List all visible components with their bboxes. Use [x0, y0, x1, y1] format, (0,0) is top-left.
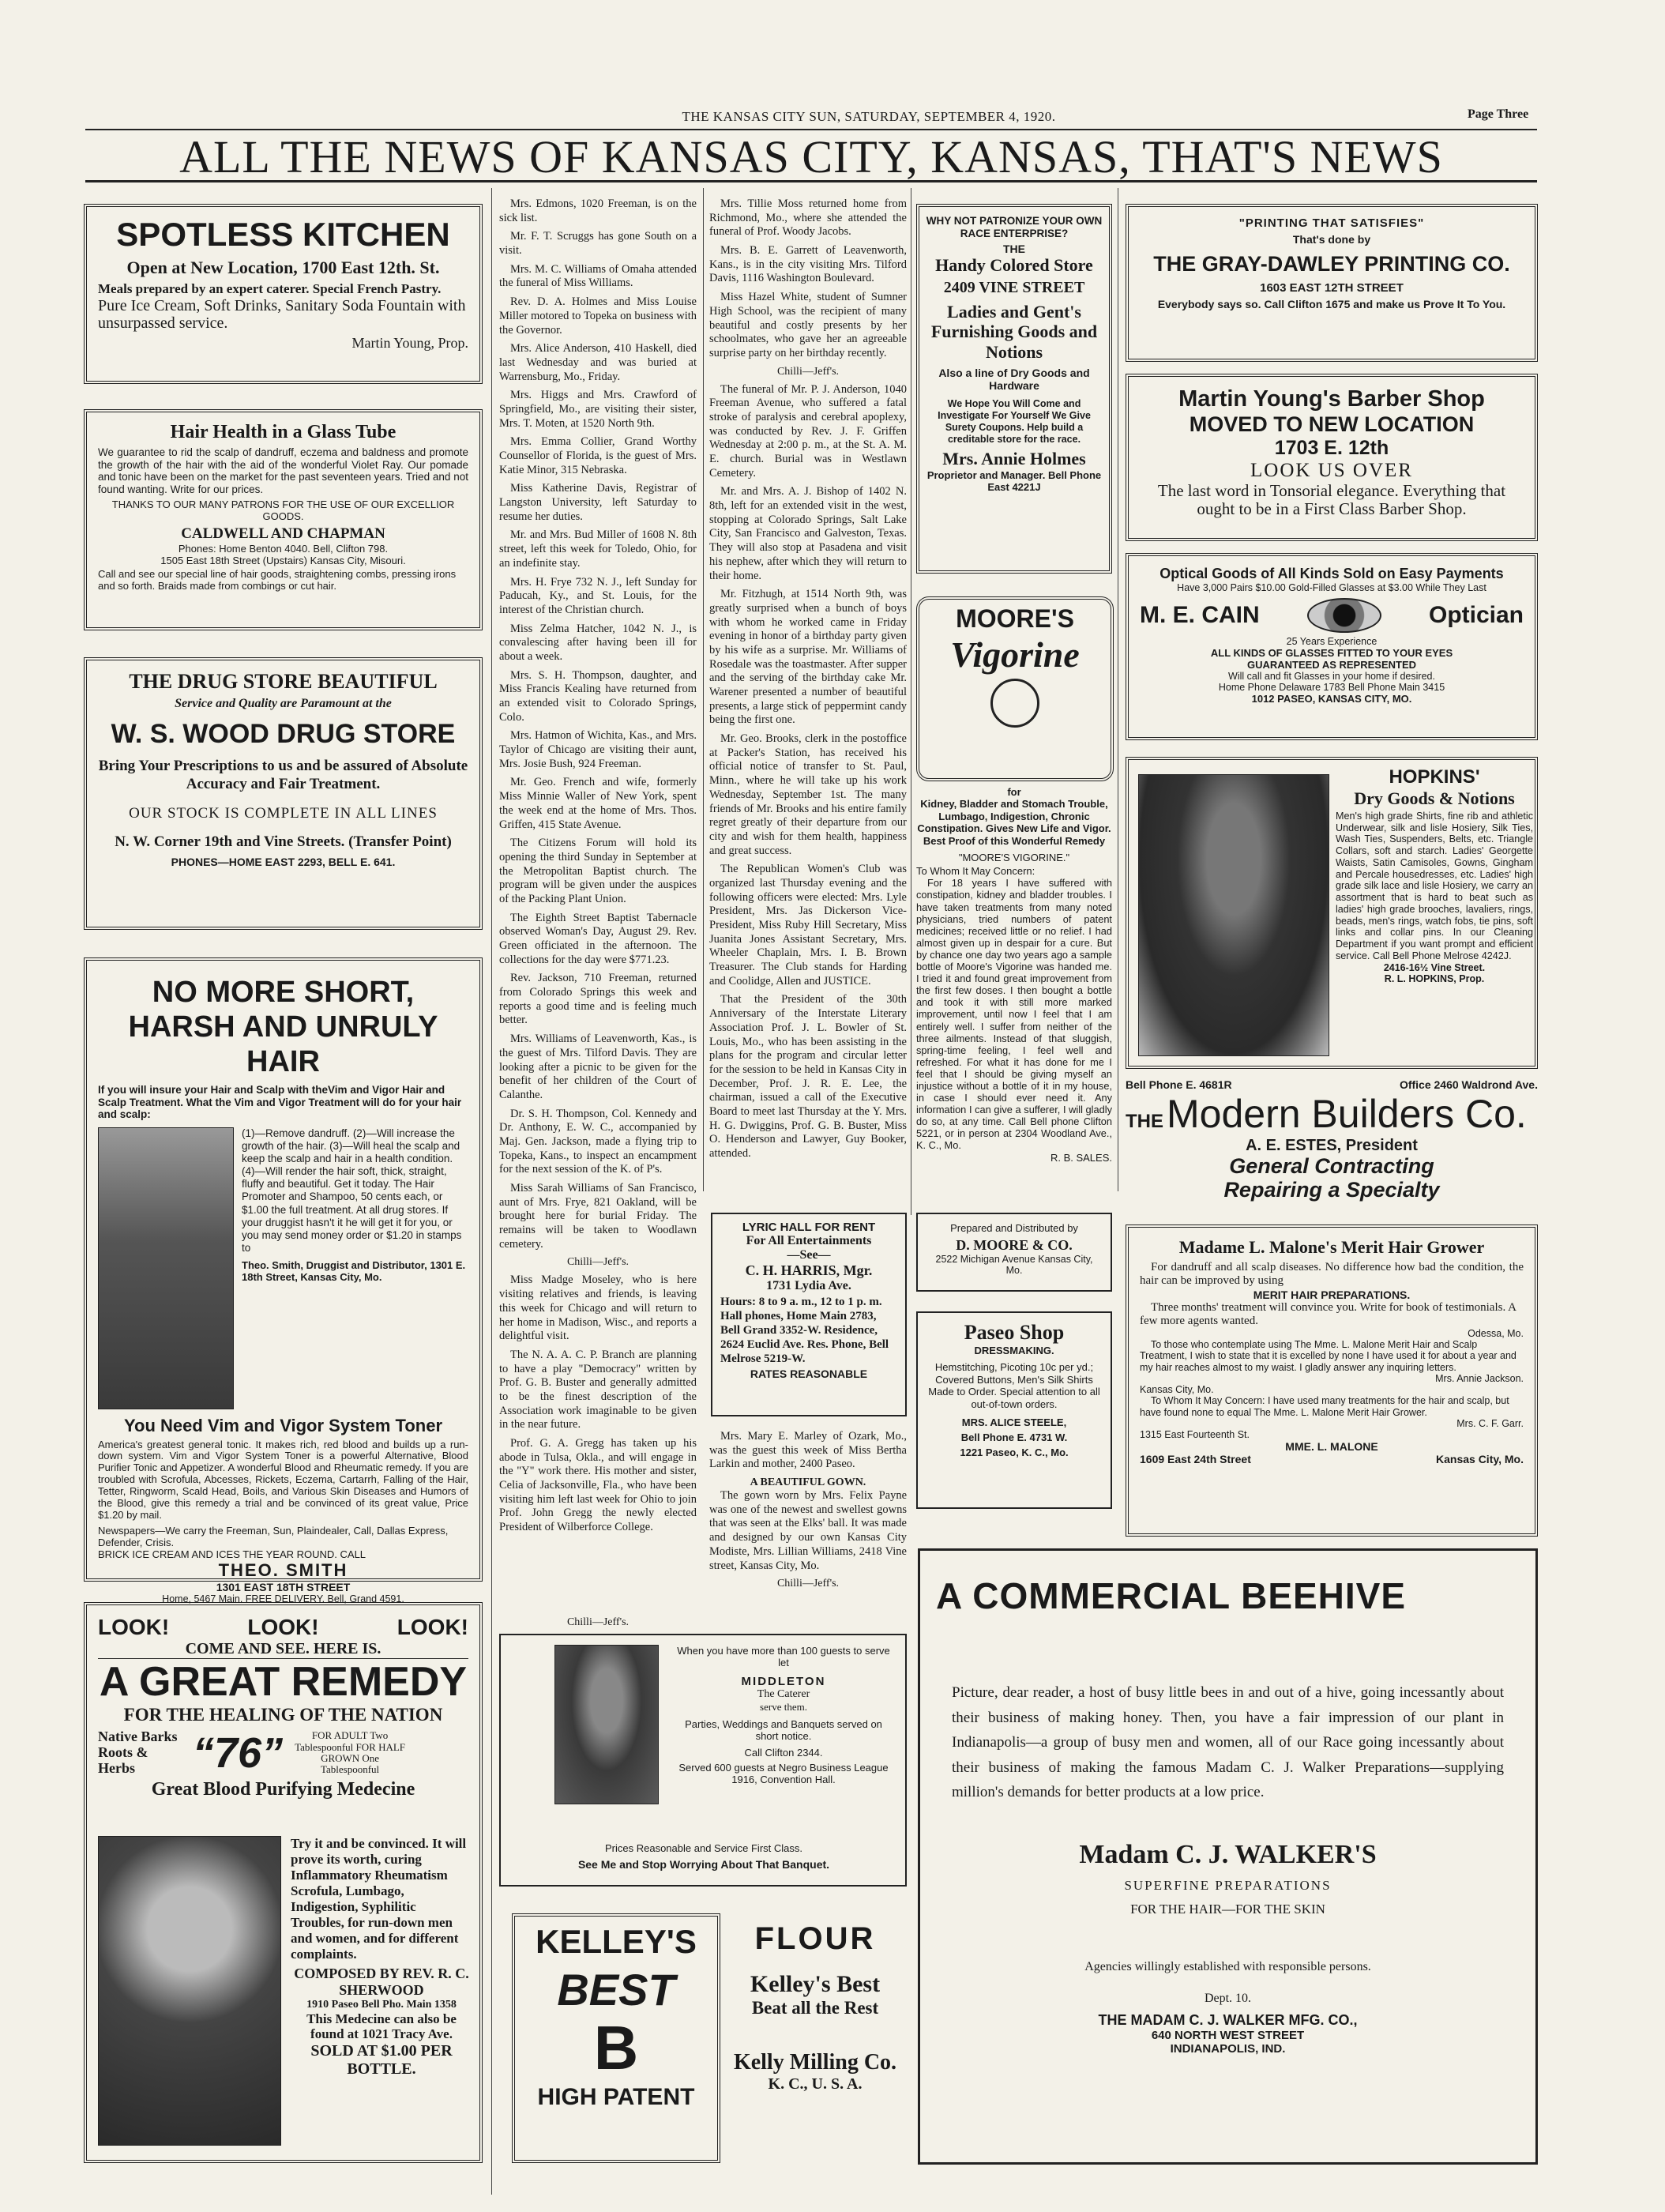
news-item: Mrs. Alice Anderson, 410 Haskell, died last Wednesday and was buried at Warrensburg, Mo., Friday. [499, 342, 697, 383]
ad-body: Hemstitching, Picoting 10c per yd.; Covered Buttons, Men's Silk Shirts Made to Order. Special attention to all out-of-town orders. [928, 1361, 1100, 1410]
ad-addr: 2416-16½ Vine Street. [1383, 961, 1486, 973]
running-head: THE KANSAS CITY SUN, SATURDAY, SEPTEMBER 4, 1920. [682, 109, 1056, 124]
ad-sub: Service and Quality are Paramount at the [175, 697, 392, 710]
hopkins-text [1336, 766, 1533, 984]
ad-line: N. W. Corner 19th and Vine Streets. (Transfer Point) [115, 833, 452, 850]
ad-name: Handy Colored Store [935, 255, 1093, 276]
middleton-portrait [554, 1645, 659, 1804]
ad-see: —See— [787, 1248, 831, 1262]
ad-phone: Bell Phone E. 4681R [1126, 1078, 1232, 1091]
news-column-3 [709, 198, 907, 1201]
item-separator: Chilli—Jeff's. [776, 1578, 840, 1590]
news-item: Prof. G. A. Gregg has taken up his abode in Tulsa, Okla., and will engage in the "Y" work there. His mother and sister, Celia of Jacksonville, Fla., who have been visiting him left last week for Ohio to join Prof. John Gregg the newly elected President of Wilberforce College. [499, 1437, 697, 1534]
news-item: Mr. and Mrs. Bud Miller of 1608 N. 8th street, left this week for Toledo, Ohio, for an indefinite stay. [499, 529, 697, 570]
news-item: Rev. Jackson, 710 Freeman, returned from Colorado Springs this week and reports a good time and is feeling much better. [499, 972, 697, 1027]
look: LOOK! [247, 1615, 319, 1639]
kelley-high-patent: HIGH PATENT [537, 2084, 695, 2110]
ad-name: Madam C. J. WALKER'S [1079, 1839, 1377, 1869]
ad-line: For All Entertainments [746, 1234, 872, 1247]
ad-for: for [1007, 786, 1021, 798]
ad-paseo-shop [916, 1311, 1112, 1509]
ad-kelley-flour [499, 1894, 907, 2161]
remedy-text [291, 1836, 472, 2078]
ad-line: Will call and fit Glasses in your home if desired. [1228, 671, 1435, 682]
ad-line: Bring Your Prescriptions to us and be assured of Absolute Accuracy and Fair Treatment. [98, 758, 468, 792]
kelley-logo [512, 1913, 720, 2163]
ad-addr2: 1315 East Fourteenth St. [1140, 1428, 1250, 1440]
kelley-text [728, 1921, 902, 2094]
ad-barber-shop [1126, 374, 1538, 541]
ad-addr: 2522 Michigan Avenue Kansas City, Mo. [935, 1254, 1093, 1276]
ad-body: Men's high grade Shirts, fine rib and athletic Underwear, silk and lisle Hosiery, Silk Ties, Wash Ties, Suspenders, Belts, etc. Triangle Collars, soft and starch. Ladies' Georgette Waists, Satin Camisoles, Gowns, Gingham and Percale housedresses, etc. Ladies' high grade silk lace and lisle Hosiery, we carry an assortment that is hard to beat such as ladies' high grade brooches, lavaliers, rings, beads, men's rings, watch fobs, tie pins, soft links and collar pins. In our Cleaning Department if you want prompt and efficient service. Call Bell Phone Melrose 4242J. [1336, 811, 1533, 961]
ad-moore-dist [916, 1213, 1112, 1292]
ad-name: MRS. ALICE STEELE, [961, 1416, 1067, 1429]
eye-icon [1307, 598, 1381, 633]
ad-thanks: THANKS TO OUR MANY PATRONS FOR THE USE OF OUR EXCELLIOR GOODS. [111, 498, 455, 523]
ad-the: THE [1126, 1111, 1163, 1132]
ad-name: C. H. HARRIS, Mgr. [745, 1262, 873, 1278]
news-item: Mr. Geo. Brooks, clerk in the postoffice at Packer's Station, has received his official notice of transfer to St. Paul, Minn., where he will take up his work Wednesday, September 1st. The many friends of Mr. Brooks and his entire family regret greatly of their departure from our city and wish for them health, happiness and great success. [709, 732, 907, 857]
ad-title: Paseo Shop [964, 1321, 1065, 1344]
ad-price: SOLD AT $1.00 PER BOTTLE. [310, 2041, 453, 2078]
ad-q: "PRINTING THAT SATISFIES" [1238, 216, 1425, 230]
news-heading: A BEAUTIFUL GOWN. [750, 1477, 866, 1489]
ad-store: W. S. WOOD DRUG STORE [111, 719, 456, 749]
ad-toner-body: America's greatest general tonic. It makes rich, red blood and builds up a run-down system. Vim and Vigor System Toner is a powerful Alternative, Blood Purifier Tonic and Appetizer. A wonderful Blood and Rheumatic remedy. If you are troubled with Scrofula, Abcesses, Rickets, Eczema, Cartarrh, Falling of the Hair, Tetter, Ringworm, Scald Head, Boils, and Various Skin Diseases and Humors of the Blood, give this remedy a trial and be convinced of its great value, Price $1.20 by mail. [98, 1438, 468, 1522]
ad-line: PHONES—HOME EAST 2293, BELL E. 641. [171, 855, 396, 868]
ad-dept: Dept. 10. [1204, 1991, 1252, 2005]
ad-addr: 1603 EAST 12TH STREET [1260, 281, 1404, 295]
news-item: Mr. Fitzhugh, at 1514 North 9th, was greatly surprised when a bunch of boys with whom he worked came in Friday evening in honor of a birthday party given by his wife as a surprise. Mr. Williams of Rosedale was the toastmaster. After supper and the serving of the birthday cake Mr. Warener presented a number of beautiful presents, a large stick of peppermint candy being the first one. [709, 588, 907, 727]
news-item: The Eighth Street Baptist Tabernacle observed Woman's Day, August 29. Rev. Green officiated in the afternoon. The collections for the day were $771.23. [499, 911, 697, 966]
ad-number: “76” [193, 1729, 284, 1777]
kelley-best: BEST [557, 1965, 675, 2014]
ad-agencies: Agencies willingly established with responsible persons. [1084, 1959, 1371, 1973]
ad-title: A GREAT REMEDY [99, 1659, 468, 1705]
ad-distributor: Theo. Smith, Druggist and Distributor, 1301 E. 18th Street, Kansas City, Mo. [242, 1259, 466, 1284]
ad-line: GUARANTEED AS REPRESENTED [1246, 659, 1417, 671]
ad-come: COME AND SEE. HERE IS. [98, 1640, 468, 1659]
ad-body: Try it and be convinced. It will prove its worth, curing Inflammatory Rheumatism Scrofula, Lumbago, Indigestion, Syphilitic Troubles, for run-down men and women, and for different complaints. [291, 1836, 467, 1962]
ad-name: THEO. SMITH [218, 1560, 348, 1581]
news-item: Mr. F. T. Scruggs has gone South on a visit. [499, 230, 697, 258]
middleton-text [673, 1645, 894, 1785]
ad-pres: A. E. ESTES, President [1246, 1137, 1418, 1154]
kelley-b: B [593, 2013, 639, 2082]
ad-phones: Phones: Home Benton 4040. Bell, Clifton 798. [178, 543, 389, 555]
ad-body: The last word in Tonsorial elegance. Everything that ought to be in a First Class Barber Shop. [1157, 481, 1506, 519]
item-separator: Chilli—Jeff's. [566, 1256, 630, 1269]
ad-cain-optician [1126, 553, 1538, 740]
news-column-3b [709, 1430, 907, 1623]
ad-addr: 1703 E. 12th [1274, 437, 1389, 459]
ad-prop: R. L. HOPKINS, Prop. [1384, 972, 1485, 984]
ad-city: INDIANAPOLIS, IND. [1170, 2041, 1286, 2056]
ad-line: Also a line of Dry Goods and Hardware [938, 366, 1090, 392]
column-rule [703, 188, 704, 1191]
ad-title: Madame L. Malone's Merit Hair Grower [1178, 1237, 1485, 1257]
ad-title: NO MORE SHORT, HARSH AND UNRULY HAIR [128, 976, 438, 1078]
ad-line: Pure Ice Cream, Soft Drinks, Sanitary Soda Fountain with unsurpassed service. [98, 297, 466, 332]
ad-title: Hair Health in a Glass Tube [170, 422, 397, 442]
vigorine-emblem [990, 679, 1039, 728]
news-item: Mrs. H. Frye 732 N. J., left Sunday for Paducah, Ky., and St. Louis, for the interest of the Christian church. [499, 575, 697, 616]
hopkins-portrait [1138, 774, 1329, 1056]
cain-row [1140, 598, 1524, 633]
ad-use: Kidney, Bladder and Stomach Trouble, Lumbago, Indigestion, Chronic Constipation. Gives New Life and Vigor. Best Proof of this Wonderful Remedy [917, 798, 1111, 847]
news-item: Miss Katherine Davis, Registrar of Langston University, left Saturday to resume her duties. [499, 482, 697, 523]
ad-hopkins [1126, 757, 1538, 1069]
kelley-kc: K. C., U. S. A. [768, 2075, 863, 2093]
look-row [98, 1615, 468, 1640]
ad-gc: General Contracting [1229, 1154, 1434, 1178]
ad-great-remedy [84, 1602, 483, 2163]
news-item: The gown worn by Mrs. Felix Payne was one of the newest and swellest gowns that was seen at the Elks' ball. It was made and designed by our own Kansas City Modiste, Mrs. Lillian Williams, 2418 Vine street, Kansas City, Mo. [709, 1489, 907, 1572]
banner-text: ALL THE NEWS OF KANSAS CITY, KANSAS, THAT'S NEWS [179, 131, 1443, 182]
ad-title: THE DRUG STORE BEAUTIFUL [129, 670, 438, 693]
ad-sig: R. B. SALES. [1050, 1151, 1112, 1164]
ad-sub: Have 3,000 Pairs $10.00 Gold-Filled Glasses at $3.00 While They Last [1177, 582, 1486, 593]
sherwood-portrait [98, 1836, 281, 2146]
ad-middleton [499, 1634, 907, 1887]
chilli-jeffs: Chilli—Jeff's. [566, 1616, 630, 1628]
ad-madam-walker [918, 1548, 1538, 2165]
ad-addr: 1221 Paseo, K. C., Mo. [960, 1446, 1069, 1459]
kelley-best-text: Kelley's Best [750, 1971, 881, 1997]
ad-served: Served 600 guests at Negro Business League 1916, Convention Hall. [678, 1762, 889, 1785]
ad-testimonial: To Whom It May Concern: I have used many treatments for the hair and scalp, but have found none to equal The Mme. L. Malone Merit Hair Grower. [1140, 1395, 1509, 1418]
ad-title: HOPKINS' [1389, 766, 1480, 788]
ad-toner: You Need Vim and Vigor System Toner [123, 1415, 443, 1435]
ad-composed: COMPOSED BY REV. R. C. SHERWOOD [294, 1966, 469, 1999]
hair-illustration [98, 1127, 234, 1409]
ad-prep: Prepared and Distributed by [950, 1222, 1078, 1234]
news-item: The Citizens Forum will hold its opening the third Sunday in September at the Metropolitan Baptist church. The program will be given under the auspices of the Packing Plant Union. [499, 837, 697, 905]
ad-firm: CALDWELL AND CHAPMAN [181, 525, 385, 543]
column-rule [491, 188, 492, 2195]
builders-phone-row [1126, 1078, 1538, 1091]
ad-prices: Prices Reasonable and Service First Class. [605, 1842, 802, 1854]
ad-name: M. E. CAIN [1140, 602, 1260, 628]
ad-newspapers: Newspapers—We carry the Freeman, Sun, Plaindealer, Call, Dallas Express, Defender, Crisis. [98, 1525, 449, 1549]
ad-call: Call and see our special line of hair goods, straightening combs, pressing irons and so forth. Braids made from combings or cut hair. [98, 568, 457, 592]
ad-addr: 640 NORTH WEST STREET [1151, 2028, 1305, 2042]
page-banner [85, 129, 1537, 182]
ad-to: To Whom It May Concern: [916, 865, 1035, 878]
news-item: The Republican Women's Club was organized last Thursday evening and the following officers were elected: Mrs. Lyle President, Mrs. Jas Dickerson Vice-President, Miss Ruby Hill Secretary, Miss Juanita Jones Assistant Secretary, Mrs. Wheeler Chaplain, Mrs. I. B. Brown Treasurer. The Club stands for Harding and Coolidge, Allen and JUSTICE. [709, 863, 907, 988]
ad-see: See Me and Stop Worrying About That Banquet. [577, 1858, 830, 1871]
news-item: Mrs. B. E. Garrett of Leavenworth, Kans., is in the city visiting Mrs. Tilford Davis, 1116 Washington Boulevard. [709, 244, 907, 285]
ad-address: 1731 Lydia Ave. [766, 1279, 851, 1292]
ad-spotless-kitchen [84, 204, 483, 384]
ad-co: THE MADAM C. J. WALKER MFG. CO., [1098, 2011, 1358, 2028]
ad-body: Picture, dear reader, a host of busy little bees in and out of a hive, going incessantly about their business of making honey. Then, you have a fair impression of our plant in Indianapolis—a group of busy men and women, all of our Race going incessantly about their business of making the famous Madam C. J. Walker Preparations—supplying million's demands for better products at a low price. [952, 1684, 1504, 1801]
ad-phone: Bell Phone E. 4731 W. [960, 1431, 1068, 1444]
ad-line: OUR STOCK IS COMPLETE IN ALL LINES [129, 804, 438, 822]
kelley-mill: Kelly Milling Co. [733, 2050, 897, 2075]
ad-street: 2409 VINE STREET [943, 279, 1085, 297]
vigorine-logo [916, 596, 1114, 781]
ad-modern-builders [1126, 1078, 1538, 1205]
ad-name: MIDDLETON [741, 1675, 826, 1688]
ad-dist: D. MOORE & CO. [956, 1237, 1073, 1253]
look: LOOK! [397, 1615, 468, 1639]
news-item: Miss Sarah Williams of San Francisco, aunt of Mrs. Frye, 821 Oakland, will be brought here for burial Friday. The remains will be taken to Woodlawn cemetery. [499, 1182, 697, 1251]
ad-city: Kansas City, Mo. [1436, 1452, 1524, 1465]
kelley-flour: FLOUR [754, 1921, 876, 1956]
ad-line: Open at New Location, 1700 East 12th. St. [126, 258, 440, 277]
look: LOOK! [98, 1615, 170, 1639]
ad-quote: "MOORE'S VIGORINE." [958, 852, 1070, 864]
ad-addr: 1609 East 24th Street [1140, 1452, 1251, 1465]
ad-hours: Hours: 8 to 9 a. m., 12 to 1 p. m. Hall phones, Home Main 2783, Bell Grand 3352-W. Residence, 2624 Euclid Ave. Res. Phone, Bell Melrose 5219-W. [720, 1296, 889, 1365]
ad-office: Office 2460 Waldrond Ave. [1399, 1078, 1538, 1091]
ad-done: That's done by [1292, 233, 1371, 246]
ad-for: FOR THE HAIR—FOR THE SKIN [1130, 1901, 1325, 1917]
ad-moved: MOVED TO NEW LOCATION [1189, 412, 1475, 436]
ad-moores-vigorine [916, 596, 1112, 1201]
ad-look: LOOK US OVER [1250, 460, 1413, 481]
ad-call: Call Clifton 2344. [744, 1747, 823, 1759]
ad-hair-health [84, 409, 483, 630]
ad-caterer: The Caterer [757, 1688, 810, 1700]
ad-sub: Dry Goods & Notions [1354, 788, 1515, 808]
ad-odessa: Odessa, Mo. [1468, 1328, 1524, 1339]
vigorine-brand: Vigorine [950, 634, 1080, 675]
ad-title: SPOTLESS KITCHEN [116, 216, 450, 253]
ad-ice: BRICK ICE CREAM AND ICES THE YEAR ROUND. CALL [98, 1548, 366, 1561]
ad-handy-store [916, 204, 1112, 574]
ad-addr: 1012 PASEO, KANSAS CITY, MO. [1251, 693, 1412, 705]
ad-body: Everybody says so. Call Clifton 1675 and make us Prove It To You. [1157, 298, 1506, 310]
news-item: Miss Madge Moseley, who is here visiting relatives and friends, is leaving this week for Chicago and will return to her home in Madison, Wisc., and reports a delightful visit. [499, 1273, 697, 1343]
ad-line: When you have more than 100 guests to serve let [677, 1645, 890, 1668]
ad-title: Optical Goods of All Kinds Sold on Easy Payments [1159, 566, 1504, 581]
ad-name: THE GRAY-DAWLEY PRINTING CO. [1153, 252, 1510, 276]
ad-rates: RATES REASONABLE [750, 1367, 868, 1380]
ad-body2: Three months' treatment will convince you. Write for book of testimonials. A few more agents wanted. [1140, 1300, 1517, 1327]
ad-sub: DRESSMAKING. [974, 1345, 1054, 1356]
news-item: Dr. S. H. Thompson, Col. Kennedy and Dr. Anthony, E. W. C., accompanied by Maj. Gen. Jackson, made a flying trip to Topeka, Kans., to inspect an encampment for the next session of the K. of P's. [499, 1107, 697, 1176]
ad-hope: We Hope You Will Come and Investigate For Yourself We Give Surety Coupons. Help build a creditable store for the race. [938, 397, 1091, 445]
ad-line: Meals prepared by an expert caterer. Special French Pastry. [98, 281, 442, 296]
ad-letter: For 18 years I have suffered with constipation, kidney and bladder troubles. I have taken treatments from many noted physicians, tried numbers of patent medicines; received little or no relief. I had almost given up in despair for a cure. But by chance one day two years ago a sample bottle of Moore's Vigorine was handed me. I tried it and found great improvement from the first few doses. I then bought a bottle and took it with still more marked improvement, until now I feel that I am entirely well. I suffer from neither of the three ailments. Instead of that sluggish, spring-time feeling, I feel well and refreshed. For what it has done for me I feel that I should be giving myself an injustice without a bottle of it in my house, in case I should ever need it. Any information I can give a sufferer, I will gladly do so, at any time. Call Bell phone Clifton 5221, or in person at 2304 Woodland Ave., K. C., Mo. [916, 877, 1112, 1152]
ad-vim-vigor [84, 957, 483, 1605]
news-item: Mrs. Higgs and Mrs. Crawford of Springfield, Mo., are visiting their sister, Mrs. T. Moten, at 1520 North 9th. [499, 389, 697, 430]
ad-testimonial: To those who contemplate using The Mme. L. Malone Merit Hair and Scalp Treatment, I wish to state that it is excelled by none I have used it for about a year and my hair reaches almost to my waist. I gladly answer any inquiring letters. [1140, 1339, 1517, 1373]
news-item: Mr. Geo. French and wife, formerly Miss Minnie Waller of New York, spent the week end at the home of Mrs. Thos. Griffen, 415 State Avenue. [499, 776, 697, 831]
news-item: The funeral of Mr. P. J. Anderson, 1040 Freeman Avenue, who suffered a fatal stroke of paralysis and cerebral apoplexy, was conducted by Rev. J. F. Griffen Wednesday at 2:00 p. m., at the St. A. M. E. church. Burial was in Westlawn Cemetery. [709, 382, 907, 480]
item-separator: Chilli—Jeff's. [776, 365, 840, 378]
news-item: Mrs. Edmons, 1020 Freeman, is on the sick list. [499, 198, 697, 224]
ad-prop: Martin Young, Prop. [351, 335, 468, 351]
ad-address: 1910 Paseo Bell Pho. Main 1358 [306, 1998, 457, 2011]
news-item: Mr. and Mrs. A. J. Bishop of 1402 N. 8th, left for an extended visit in the west, stopping at Colorado Springs, Salt Lake City, San Francisco and Galveston, Texas. They will also stop at Pasadena and visit his nephew, after which they will return to their home. [709, 485, 907, 582]
ad-q: WHY NOT PATRONIZE YOUR OWN RACE ENTERPRISE? [926, 215, 1103, 239]
ad-sig: Mrs. Annie Jackson. [1435, 1373, 1524, 1385]
news-item: Mrs. Hatmon of Wichita, Kas., and Mrs. Taylor of Chicago are visiting their aunt, Mrs. Josie Bush, 924 Freeman. [499, 729, 697, 770]
ad-the: THE [1003, 243, 1025, 256]
ad-kc: Kansas City, Mo. [1140, 1384, 1214, 1396]
ad-sig: Mrs. C. F. Garr. [1456, 1417, 1524, 1429]
ad-lyric-hall [711, 1213, 907, 1416]
ad-sub: FOR THE HEALING OF THE NATION [123, 1705, 443, 1725]
ad-mgr: Proprietor and Manager. Bell Phone East 4221J [926, 468, 1102, 493]
ad-body: (1)—Remove dandruff. (2)—Will increase the growth of the hair. (3)—Will heal the scalp and keep the scalp and hair in a health condition. (4)—Will render the hair soft, thick, straight, fluffy and beautiful. Get it today. The Hair Promoter and Shampoo, 50 cents each, or $1.00 the full treatment. At all drug stores. If your druggist hasn't it he will get it for you, or you may send money order or $1.20 in stamps to [242, 1127, 462, 1255]
builders-title [1126, 1091, 1538, 1137]
ad-gray-dawley [1126, 204, 1538, 362]
page-number: Page Three [1468, 107, 1529, 121]
ad-purify: Great Blood Purifying Medecine [151, 1779, 415, 1800]
remedy-row [98, 1729, 468, 1778]
news-item: Mrs. M. C. Williams of Omaha attended the funeral of Miss Williams. [499, 262, 697, 290]
ad-intro: If you will insure your Hair and Scalp with theVim and Vigor Hair and Scalp Treatment. What the Vim and Vigor Treatment will do for your hair and scalp: [98, 1084, 462, 1121]
ad-prep: MERIT HAIR PREPARATIONS. [1253, 1288, 1411, 1301]
news-item: Mrs. Tillie Moss returned home from Richmond, Mo., where she attended the funeral of Prof. Woody Jacobs. [709, 198, 907, 239]
news-item: Miss Zelma Hatcher, 1042 N. J., is convalescing after having been ill for about a week. [499, 622, 697, 663]
ad-malone [1126, 1224, 1538, 1537]
ad-phones: Home, 5467 Main. FREE DELIVERY. Bell, Grand 4591. [162, 1593, 404, 1605]
ad-phones: Home Phone Delaware 1783 Bell Phone Main 3415 [1218, 682, 1445, 693]
ad-barks: Native Barks Roots & Herbs [98, 1729, 178, 1776]
ad-name: MME. L. MALONE [1285, 1439, 1378, 1453]
ad-line: ALL KINDS OF GLASSES FITTED TO YOUR EYES [1210, 647, 1453, 659]
ad-sup: SUPERFINE PREPARATIONS [1124, 1877, 1332, 1893]
news-item: Miss Hazel White, student of Sumner High School, was the recipient of many beautiful and costly presents by her schoolmates, who gave her an agreeable surprise party on her birthday recently. [709, 291, 907, 359]
ad-name: Modern Builders Co. [1167, 1092, 1527, 1136]
ad-line: Parties, Weddings and Banquets served on short notice. [685, 1718, 882, 1742]
ad-title: Martin Young's Barber Shop [1178, 386, 1485, 412]
news-item: Mrs. Williams of Leavenworth, Kas., is the guest of Mrs. Tilford Davis. They are looking after a picnic to be given for the benefit of her children of the Court of Calanthe. [499, 1033, 697, 1101]
ad-dose: FOR ADULT Two Tablespoonful FOR HALF GROWN One Tablespoonful [295, 1729, 406, 1776]
ad-drug-store [84, 657, 483, 930]
ad-body: For dandruff and all scalp diseases. No difference how bad the condition, the hair can be improved by using [1140, 1261, 1524, 1288]
news-column-2 [499, 198, 697, 1612]
ad-address: 1301 EAST 18TH STREET [216, 1581, 351, 1594]
ad-serve: serve them. [760, 1701, 807, 1713]
ad-address: 1505 East 18th Street (Upstairs) Kansas City, Misouri. [160, 555, 406, 567]
news-item: Mrs. Mary E. Marley of Ozark, Mo., was the guest this week of Miss Bertha Larkin and mother, 2400 Paseo. [709, 1430, 907, 1471]
news-item: That the President of the 30th Anniversary of the Interstate Literary Association Prof. J. L. Bowler of St. Louis, Mo., who has been assisting in the plans for the program and circular letter for the session to be held in Kansas City in December, Prof. J. R. E. Lee, the chairman, issued a call of the Executive Board to meet last Thursday at the Y. Mrs. H. G. Dwiggins, Prof. G. B. Buster, Miss O. Henderson and Lawyer, Guy Booker, attended. [709, 993, 907, 1160]
news-item: Rev. D. A. Holmes and Miss Louise Miller motored to Topeka on business with the Governor. [499, 295, 697, 337]
kelley-beat: Beat all the Rest [751, 1998, 879, 2018]
vigorine-name: MOORE'S [956, 604, 1074, 633]
news-item: Mrs. S. H. Thompson, daughter, and Miss Francis Kealing have returned from an extended visit to Colorado Springs, Colo. [499, 668, 697, 724]
ad-title: A COMMERCIAL BEEHIVE [936, 1575, 1407, 1616]
news-item: The N. A. A. C. P. Branch are planning to have a play "Democracy" written by Prof. G. B. Buster and generally admitted to be the finest description of the Association work imaginable to be given in the near future. [499, 1348, 697, 1431]
malone-addr-row [1140, 1453, 1524, 1465]
ad-found: This Medecine can also be found at 1021 Tracy Ave. [306, 2011, 457, 2042]
ad-title: LYRIC HALL FOR RENT [742, 1221, 876, 1234]
ad-body: We guarantee to rid the scalp of dandruff, eczema and baldness and promote the growth of the hair with the aid of the wonderful Violet Ray. Our pomade and tonic have been on the market for the past seventeen years. Tried and not found wanting. Write for our prices. [98, 446, 468, 495]
ad-exp: 25 Years Experience [1286, 636, 1377, 647]
kelley-name: KELLEY'S [536, 1923, 697, 1960]
ad-optician: Optician [1428, 602, 1524, 628]
news-item: Mrs. Emma Collier, Grand Worthy Counsellor of Florida, is the guest of Mrs. Katie Minor, 315 Nebraska. [499, 435, 697, 476]
ad-goods: Ladies and Gent's Furnishing Goods and Notions [930, 302, 1098, 362]
ad-rep: Repairing a Specialty [1223, 1177, 1440, 1202]
ad-prop: Mrs. Annie Holmes [942, 448, 1086, 468]
